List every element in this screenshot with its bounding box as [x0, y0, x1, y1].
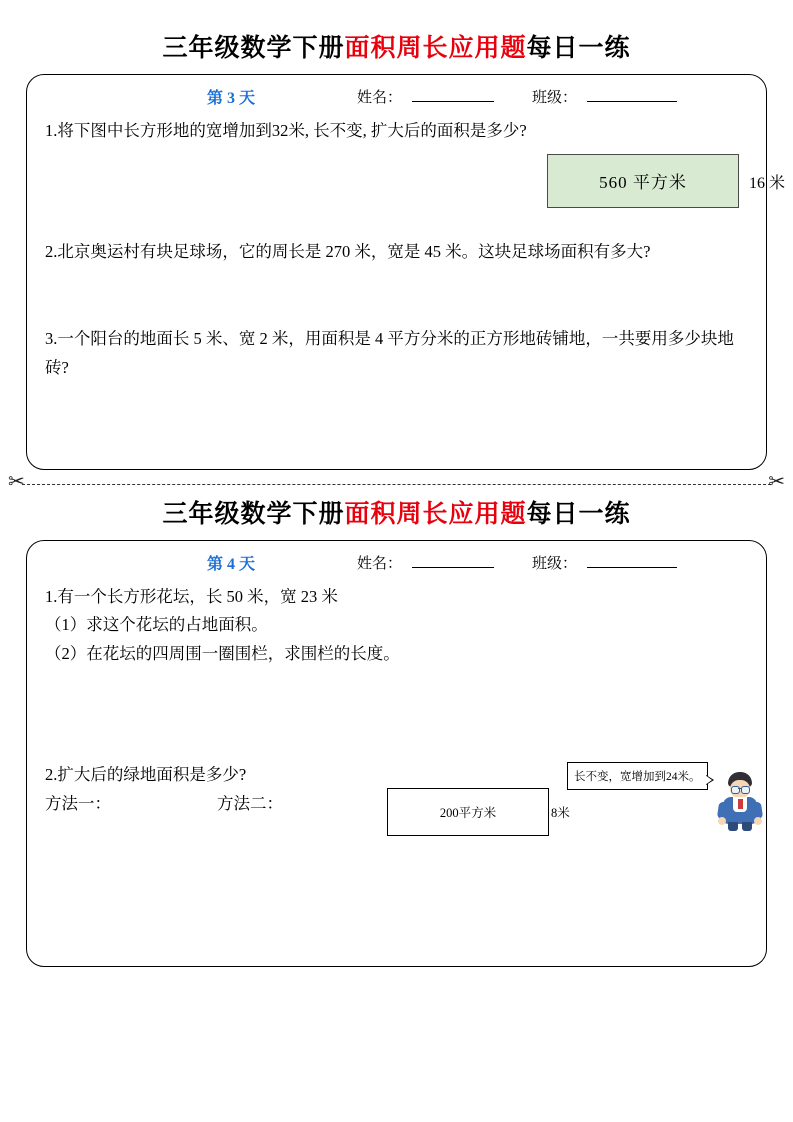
student-mascot-icon: [717, 772, 763, 832]
question-2: 2.北京奥运村有块足球场，它的周长是 270 米，宽是 45 米。这块足球场面积有多大?: [45, 241, 651, 261]
cut-line-divider: [0, 470, 793, 500]
class-input-line[interactable]: [587, 567, 677, 568]
day-label: 第 4 天: [207, 555, 256, 573]
worksheet-day-4: [0, 500, 793, 968]
page-title-day-4: [0, 500, 793, 530]
title-highlight: 面积周长应用题: [344, 500, 527, 528]
question-1: 1.有一个长方形花坛，长 50 米，宽 23 米: [45, 586, 338, 606]
worksheet-body-day-4: [26, 540, 767, 968]
question-1-part-1: （1）求这个花坛的占地面积。: [45, 615, 268, 635]
title-prefix: 三年级数学下册: [162, 35, 345, 62]
question-3: 3.一个阳台的地面长 5 米、宽 2 米，用面积是 4 平方分米的正方形地砖铺地，一共要用多少块地砖?: [45, 328, 734, 377]
scissors-right-icon: ✂: [768, 470, 785, 493]
question-1: 1.将下图中长方形地的宽增加到32米, 长不变, 扩大后的面积是多少?: [45, 121, 527, 140]
meta-row-day-3: [27, 75, 766, 117]
title-prefix: 三年级数学下册: [162, 500, 345, 528]
width-label: 16 米: [749, 174, 786, 192]
worksheet-day-3: [0, 0, 793, 470]
question-1-part-2: （2）在花坛的四周围一圈围栏，求围栏的长度。: [45, 644, 400, 664]
class-label: 班级：: [532, 555, 578, 572]
figure-day-3: [27, 146, 786, 224]
meta-row-day-4: [27, 541, 766, 583]
name-input-line[interactable]: [412, 101, 494, 102]
question-2: 2.扩大后的绿地面积是多少?: [45, 765, 247, 785]
method-two-label: 方法二：: [217, 794, 283, 813]
dashed-line: [22, 484, 771, 485]
width-label: 8米: [551, 806, 570, 820]
name-label: 姓名：: [357, 555, 403, 572]
name-input-line[interactable]: [412, 567, 494, 568]
method-one-label: 方法一：: [45, 794, 111, 813]
title-suffix: 每日一练: [526, 500, 631, 528]
class-label: 班级：: [532, 90, 578, 106]
name-label: 姓名：: [357, 90, 403, 106]
day-label: 第 3 天: [207, 90, 256, 107]
area-box: 200平方米: [387, 788, 549, 836]
speech-bubble: 长不变，宽增加到24米。: [567, 762, 708, 790]
area-box: 560 平方米: [547, 154, 739, 208]
page-title-day-3: [0, 34, 793, 64]
figure-day-4: [27, 770, 766, 880]
title-suffix: 每日一练: [526, 35, 631, 62]
scissors-left-icon: ✂: [8, 470, 25, 493]
title-highlight: 面积周长应用题: [344, 35, 527, 62]
worksheet-body-day-3: [26, 74, 786, 470]
class-input-line[interactable]: [587, 101, 677, 102]
